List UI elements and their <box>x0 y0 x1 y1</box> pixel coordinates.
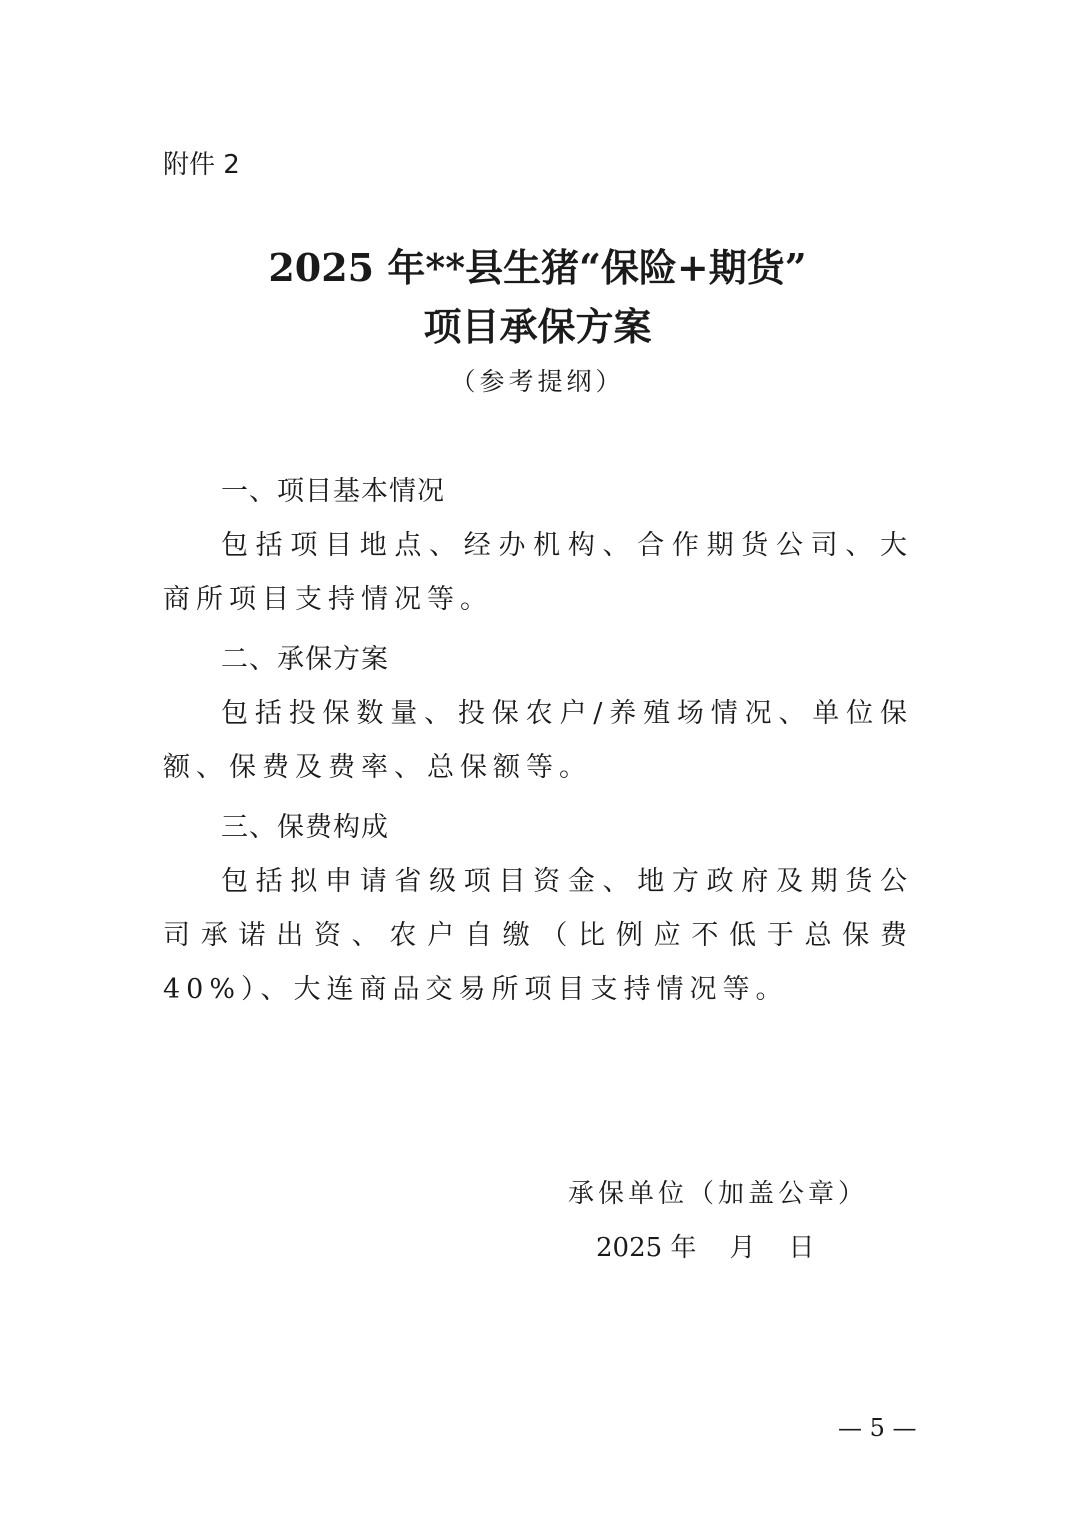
document-body <box>163 465 913 1017</box>
section-heading-1: 一、项目基本情况 <box>221 476 445 507</box>
date-line: 2025 年 月 日 <box>596 1233 815 1263</box>
section-body-1: 包括项目地点、经办机构、合作期货公司、大商所项目支持情况等。 <box>163 530 913 615</box>
document-title-line-1: 2025 年**县生猪“保险+期货” <box>268 245 807 290</box>
attachment-label: 附件 2 <box>163 150 240 180</box>
signature-line: 承保单位（加盖公章） <box>568 1179 869 1209</box>
section-heading-2: 二、承保方案 <box>221 644 389 675</box>
document-subtitle: （参考提纲） <box>450 367 625 396</box>
section-body-3: 包括拟申请省级项目资金、地方政府及期货公司承诺出资、农户自缴（比例应不低于总保费 40%）、大连商品交易所项目支持情况等。 <box>163 866 913 1005</box>
section-body-2: 包括投保数量、投保农户/养殖场情况、单位保额、保费及费率、总保额等。 <box>163 698 913 783</box>
page-number: — 5 — <box>838 1414 917 1442</box>
section-heading-3: 三、保费构成 <box>221 812 389 843</box>
document-title-line-2: 项目承保方案 <box>423 304 652 349</box>
